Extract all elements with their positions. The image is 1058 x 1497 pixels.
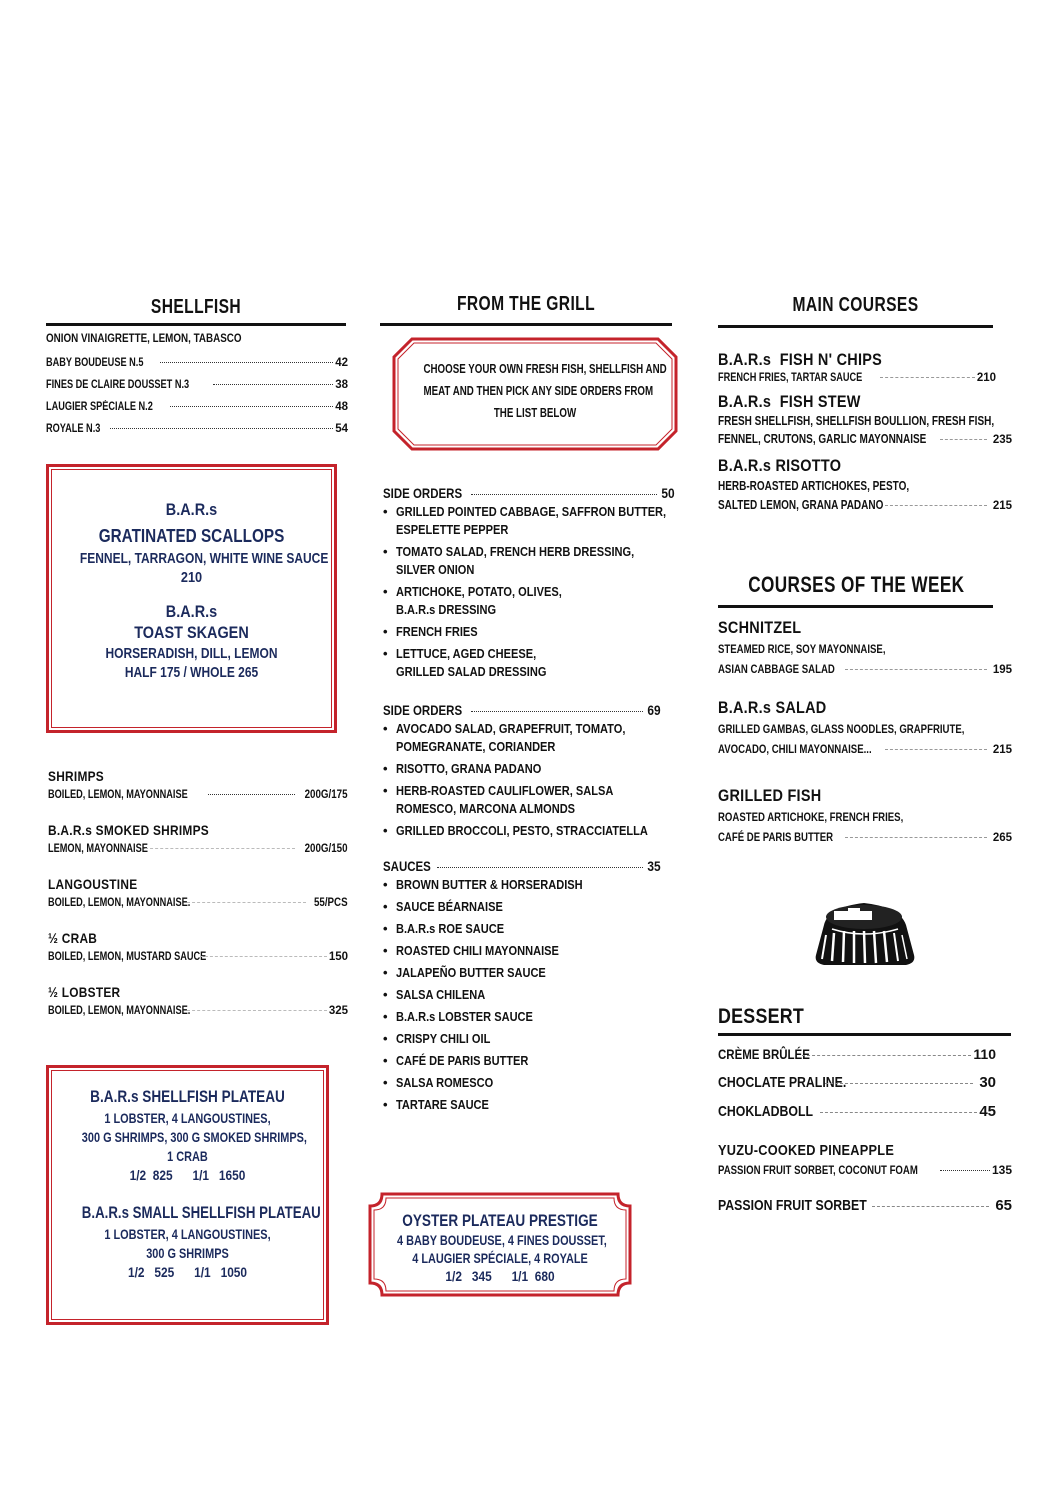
- main-course-item: B.A.R.s FISH STEW FRESH SHELLFISH, SHELLFISH BOULLION, FRESH FISH, FENNEL, CRUTONS, GARLIC MAYONNAISE 235: [718, 392, 1012, 446]
- main-course-item: B.A.R.s FISH N' CHIPS FRENCH FRIES, TARTAR SAUCE 210: [718, 350, 996, 384]
- dessert-row: CHOKLADBOLL 45: [718, 1103, 996, 1120]
- dessert-row: CRÈME BRÛLÉE 110: [718, 1046, 996, 1062]
- side-order-item: • FRENCH FRIES: [383, 623, 675, 641]
- sauce-item: • CRISPY CHILI OIL: [383, 1030, 661, 1048]
- sauce-item: • B.A.R.s ROE SAUCE: [383, 920, 661, 938]
- skagen-price: HALF 175 / WHOLE 265: [124, 664, 259, 681]
- courses-of-week-column: [718, 572, 1012, 844]
- side-order-item: • GRILLED BROCCOLI, PESTO, STRACCIATELLA: [383, 822, 661, 840]
- plateau-line: 300 G SHRIMPS, 300 G SMOKED SHRIMPS,: [81, 1129, 307, 1145]
- oyster-plateau-name: OYSTER PLATEAU PRESTIGE: [402, 1211, 598, 1230]
- dessert-row: CHOCLATE PRALINE. 30: [718, 1074, 996, 1091]
- oyster-row: ROYALE N.3 54: [46, 423, 348, 435]
- sauce-item: • ROASTED CHILI MAYONNAISE: [383, 942, 661, 960]
- plateau-name: B.A.R.s SHELLFISH PLATEAU: [90, 1087, 285, 1106]
- side-order-item: • ARTICHOKE, POTATO, OLIVES, B.A.R.s DRESSING: [383, 583, 675, 619]
- skagen-name: TOAST SKAGEN: [134, 623, 249, 642]
- side-orders-header: SIDE ORDERS 69: [383, 702, 661, 718]
- grill-column: [380, 293, 672, 326]
- sauce-item: • SALSA ROMESCO: [383, 1074, 661, 1092]
- feature-box-scallops-skagen: [46, 464, 337, 733]
- courses-of-week-title: COURSES OF THE WEEK: [748, 572, 965, 597]
- week-course-item: GRILLED FISH ROASTED ARTICHOKE, FRENCH FRIES, CAFÉ DE PARIS BUTTER 265: [718, 786, 1012, 844]
- plateau-line: 1 CRAB: [167, 1148, 208, 1164]
- bundt-cake-mold-icon: [804, 895, 926, 975]
- sauce-item: • CAFÉ DE PARIS BUTTER: [383, 1052, 661, 1070]
- skagen-brand: B.A.R.s: [165, 602, 218, 621]
- sauce-item: • SALSA CHILENA: [383, 986, 661, 1004]
- side-order-item: • RISOTTO, GRANA PADANO: [383, 760, 661, 778]
- sauce-item: • SAUCE BÉARNAISE: [383, 898, 661, 916]
- shellfish-subtitle: ONION VINAIGRETTE, LEMON, TABASCO: [46, 331, 242, 345]
- dessert-yuzu: YUZU-COOKED PINEAPPLE PASSION FRUIT SORBET, COCONUT FOAM 135: [718, 1142, 1012, 1177]
- side-order-item: • GRILLED POINTED CABBAGE, SAFFRON BUTTER, ESPELETTE PEPPER: [383, 503, 675, 539]
- shellfish-item: ½ CRAB BOILED, LEMON, MUSTARD SAUCE 150: [48, 930, 348, 963]
- main-courses-rule: [718, 325, 993, 328]
- dessert-column: [718, 1005, 1012, 1214]
- plateau-line: 1 LOBSTER, 4 LANGOUSTINES,: [104, 1226, 271, 1242]
- shellfish-item: SHRIMPS BOILED, LEMON, MAYONNAISE 200G/175: [48, 768, 348, 801]
- sauces-list: [383, 876, 661, 1114]
- sauces-section: [383, 858, 661, 1114]
- sauce-item: • TARTARE SAUCE: [383, 1096, 661, 1114]
- side-orders-69: [383, 702, 661, 840]
- sauces-header: SAUCES 35: [383, 858, 661, 874]
- oyster-plateau-line: 4 BABY BOUDEUSE, 4 FINES DOUSSET,: [397, 1232, 607, 1248]
- shellfish-item: B.A.R.s SMOKED SHRIMPS LEMON, MAYONNAISE 200G/150: [48, 822, 348, 855]
- sauce-item: • JALAPEÑO BUTTER SAUCE: [383, 964, 661, 982]
- shellfish-item: ½ LOBSTER BOILED, LEMON, MAYONNAISE. 325: [48, 984, 348, 1017]
- skagen-desc: HORSERADISH, DILL, LEMON: [105, 645, 278, 662]
- shellfish-plateau-box: [46, 1065, 329, 1325]
- oyster-list: [46, 357, 348, 445]
- main-courses-title: MAIN COURSES: [792, 294, 919, 316]
- week-course-item: SCHNITZEL STEAMED RICE, SOY MAYONNAISE, ASIAN CABBAGE SALAD 195: [718, 618, 1012, 676]
- oyster-plateau-line: 4 LAUGIER SPÉCIALE, 4 ROYALE: [412, 1250, 588, 1266]
- side-orders-list: [383, 720, 661, 840]
- shellfish-title: SHELLFISH: [150, 296, 242, 318]
- small-plateau-prices: 1/2 525 1/1 1050: [127, 1264, 248, 1280]
- sauce-item: • B.A.R.s LOBSTER SAUCE: [383, 1008, 661, 1026]
- oyster-row: BABY BOUDEUSE N.5 42: [46, 357, 348, 369]
- side-orders-header: SIDE ORDERS 50: [383, 485, 675, 501]
- side-order-item: • LETTUCE, AGED CHEESE, GRILLED SALAD DRESSING: [383, 645, 675, 681]
- week-course-item: B.A.R.s SALAD GRILLED GAMBAS, GLASS NOODLES, GRAPFRIUTE, AVOCADO, CHILI MAYONNAISE... 215: [718, 698, 1012, 756]
- dessert-sorbet: PASSION FRUIT SORBET 65: [718, 1197, 1012, 1214]
- scallops-brand: B.A.R.s: [165, 500, 218, 519]
- grill-title: FROM THE GRILL: [456, 293, 596, 315]
- scallops-price: 210: [180, 569, 203, 586]
- plateau-line: 300 G SHRIMPS: [146, 1245, 229, 1261]
- dessert-rule: [718, 1033, 1011, 1036]
- sauce-item: • BROWN BUTTER & HORSERADISH: [383, 876, 661, 894]
- main-courses-column: [718, 294, 1012, 512]
- side-orders-50: [383, 485, 675, 681]
- side-orders-list: [383, 503, 675, 681]
- oyster-plateau-text: [368, 1211, 632, 1284]
- shellfish-items: [48, 768, 348, 1038]
- shellfish-column: [46, 296, 346, 445]
- side-order-item: • AVOCADO SALAD, GRAPEFRUIT, TOMATO, POMEGRANATE, CORIANDER: [383, 720, 661, 756]
- scallops-desc: FENNEL, TARRAGON, WHITE WINE SAUCE: [79, 550, 329, 567]
- courses-of-week-rule: [718, 605, 993, 608]
- main-course-item: B.A.R.s RISOTTO HERB-ROASTED ARTICHOKES, PESTO, SALTED LEMON, GRANA PADANO 215: [718, 456, 1012, 512]
- plateau-prices: 1/2 825 1/1 1650: [129, 1167, 246, 1183]
- small-plateau-name: B.A.R.s SMALL SHELLFISH PLATEAU: [81, 1203, 321, 1222]
- grill-intro-text: CHOOSE YOUR OWN FRESH FISH, SHELLFISH AND MEAT AND THEN PICK ANY SIDE ORDERS FROM THE LIST BELOW: [423, 362, 667, 420]
- oyster-plateau-prices: 1/2 345 1/1 680: [445, 1268, 555, 1284]
- oyster-row: LAUGIER SPÉCIALE N.2 48: [46, 401, 348, 413]
- oyster-row: FINES DE CLAIRE DOUSSET N.3 38: [46, 379, 348, 391]
- grill-rule: [380, 323, 672, 326]
- shellfish-item: LANGOUSTINE BOILED, LEMON, MAYONNAISE. 55/PCS: [48, 876, 348, 909]
- dessert-title: DESSERT: [718, 1005, 805, 1028]
- scallops-name: GRATINATED SCALLOPS: [98, 526, 285, 546]
- side-order-item: • TOMATO SALAD, FRENCH HERB DRESSING, SILVER ONION: [383, 543, 675, 579]
- side-order-item: • HERB-ROASTED CAULIFLOWER, SALSA ROMESCO, MARCONA ALMONDS: [383, 782, 661, 818]
- plateau-line: 1 LOBSTER, 4 LANGOUSTINES,: [104, 1110, 271, 1126]
- shellfish-rule: [46, 323, 346, 326]
